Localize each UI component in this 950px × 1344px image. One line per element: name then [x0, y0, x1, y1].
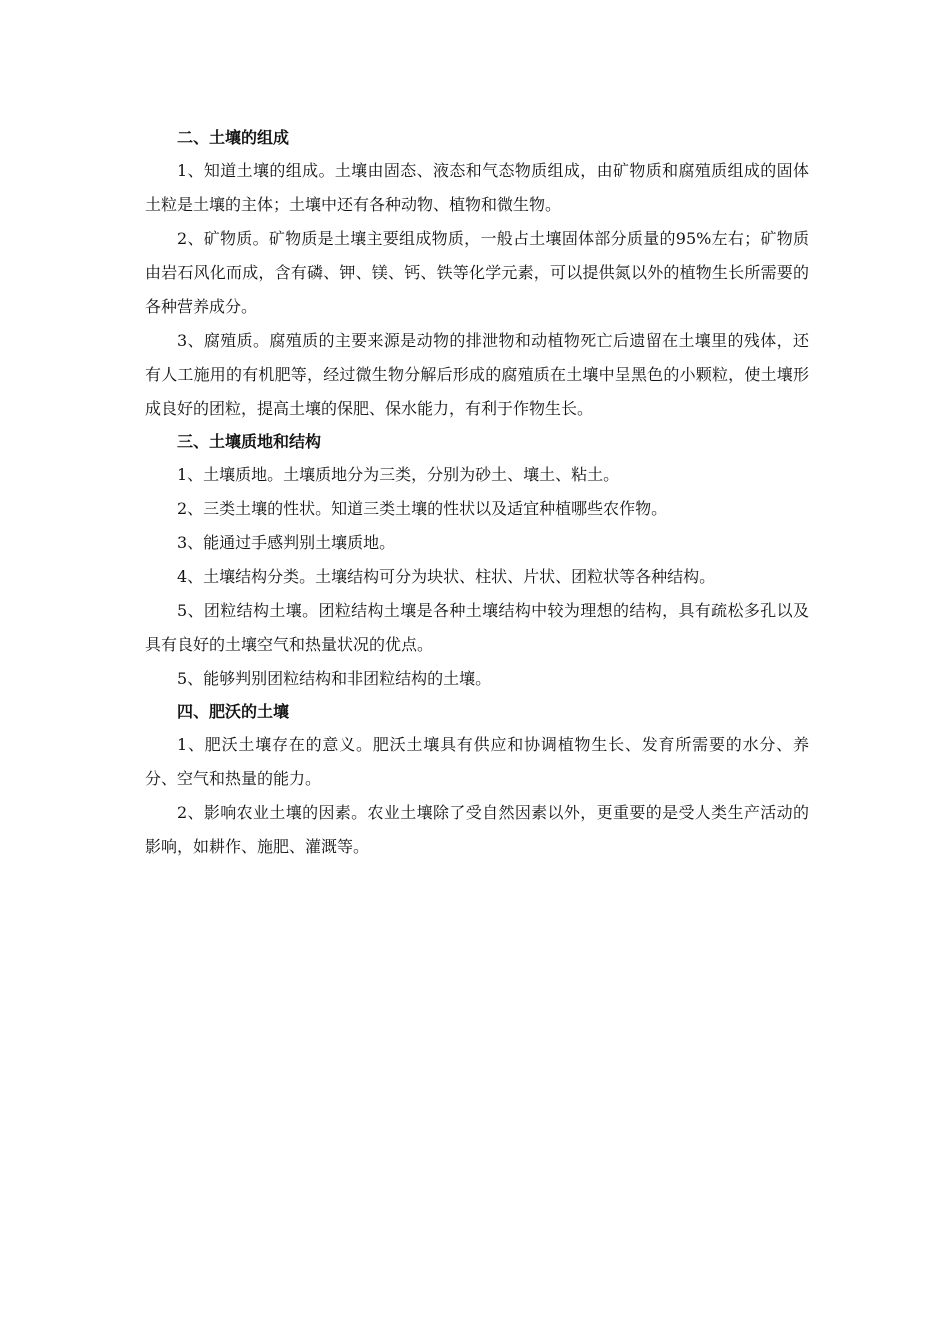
section-heading-composition: 二、土壤的组成: [177, 128, 290, 147]
paragraph: 5、能够判别团粒结构和非团粒结构的土壤。: [177, 669, 492, 688]
paragraph: 4、土壤结构分类。土壤结构可分为块状、柱状、片状、团粒状等各种结构。: [177, 567, 716, 586]
section-heading-texture-structure: 三、土壤质地和结构: [177, 432, 322, 451]
paragraph: 2、影响农业土壤的因素。农业土壤除了受自然因素以外，更重要的是受人类生产活动的影响，如耕作、施肥、灌溉等。: [145, 803, 809, 856]
document-body: [145, 122, 809, 864]
paragraph: 2、矿物质。矿物质是土壤主要组成物质，一般占土壤固体部分质量的95%左右；矿物质由岩石风化而成，含有磷、钾、镁、钙、铁等化学元素，可以提供氮以外的植物生长所需要的各种营养成分。: [145, 229, 809, 316]
paragraph: 1、土壤质地。土壤质地分为三类，分别为砂土、壤土、粘土。: [177, 465, 620, 484]
section-heading-fertile-soil: 四、肥沃的土壤: [177, 702, 290, 721]
paragraph: 1、知道土壤的组成。土壤由固态、液态和气态物质组成，由矿物质和腐殖质组成的固体土粒是土壤的主体；土壤中还有各种动物、植物和微生物。: [145, 161, 809, 214]
paragraph: 3、腐殖质。腐殖质的主要来源是动物的排泄物和动植物死亡后遗留在土壤里的残体，还有人工施用的有机肥等，经过微生物分解后形成的腐殖质在土壤中呈黑色的小颗粒，使土壤形成良好的团粒，提高土壤的保肥、保水能力，有利于作物生长。: [145, 331, 809, 418]
paragraph: 5、团粒结构土壤。团粒结构土壤是各种土壤结构中较为理想的结构，具有疏松多孔以及具有良好的土壤空气和热量状况的优点。: [145, 601, 809, 654]
paragraph: 1、肥沃土壤存在的意义。肥沃土壤具有供应和协调植物生长、发育所需要的水分、养分、空气和热量的能力。: [145, 735, 809, 788]
paragraph: 3、能通过手感判别土壤质地。: [177, 533, 396, 552]
paragraph: 2、三类土壤的性状。知道三类土壤的性状以及适宜种植哪些农作物。: [177, 499, 668, 518]
